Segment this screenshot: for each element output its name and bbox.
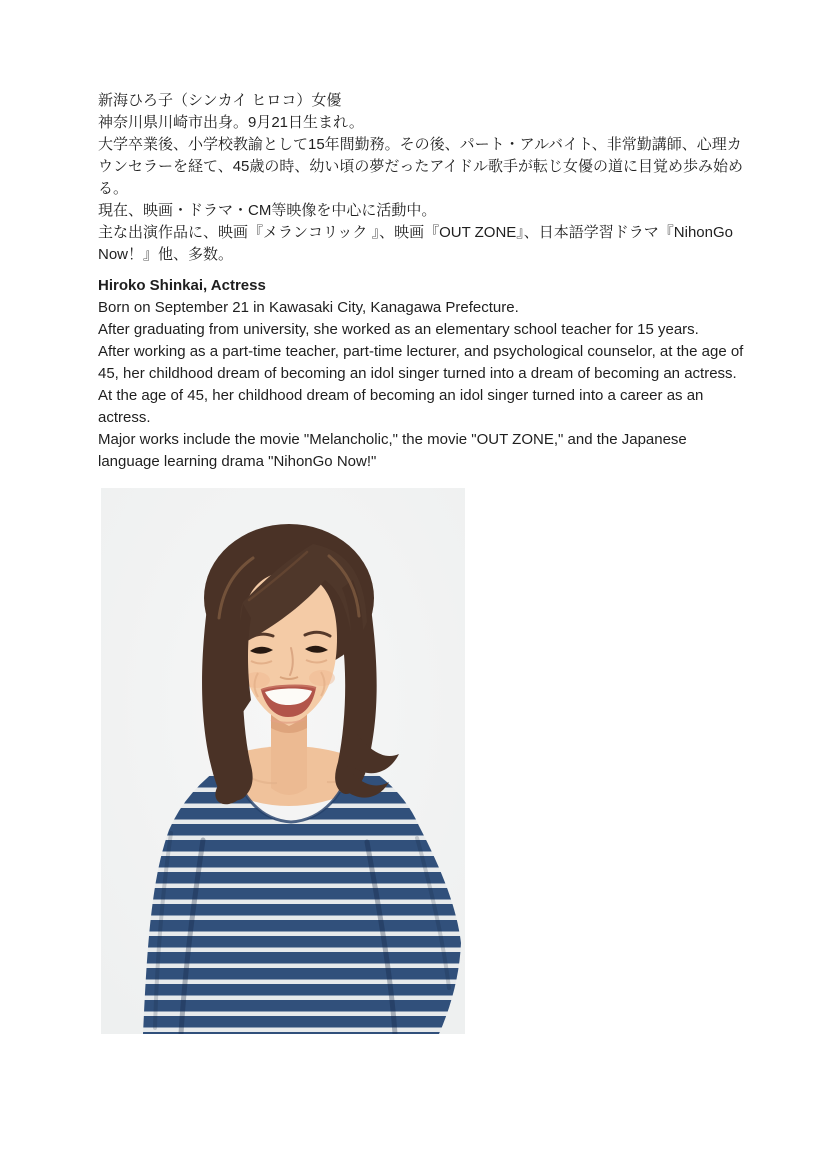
en-profile-line: At the age of 45, her childhood dream of becoming an idol singer turned into a career as an actress. (98, 387, 704, 426)
en-name-heading: Hiroko Shinkai, Actress (98, 277, 266, 294)
jp-profile-line: 大学卒業後、小学校教諭として15年間勤務。その後、パート・アルバイト、非常勤講師、心理カウンセラーを経て、45歳の時、幼い頃の夢だったアイドル歌手が転じ女優の道に目覚め歩み始める。 (98, 136, 744, 197)
en-profile-line: After working as a part-time teacher, part-time lecturer, and psychological counselor, at the age of 45, her childhood dream of becoming an idol singer turned into a dream of becoming an actress. (98, 343, 744, 382)
jp-profile-line: 現在、映画・ドラマ・CM等映像を中心に活動中。 (98, 202, 437, 219)
jp-profile-line: 主な出演作品に、映画『メランコリック 』、映画『OUT ZONE』、日本語学習ドラマ『NihonGo Now！』他、多数。 (98, 224, 733, 263)
portrait-photo (101, 488, 465, 1034)
en-profile-line: After graduating from university, she worked as an elementary school teacher for 15 years. (98, 321, 699, 338)
japanese-profile-section (98, 90, 748, 266)
jp-name-heading: 新海ひろ子（シンカイ ヒロコ）女優 (98, 92, 342, 109)
en-profile-line: Born on September 21 in Kawasaki City, Kanagawa Prefecture. (98, 299, 519, 316)
en-profile-line: Major works include the movie "Melancholic," the movie "OUT ZONE," and the Japanese language learning drama "NihonGo Now!" (98, 431, 687, 470)
profile-text-block (98, 90, 748, 1034)
english-profile-section (98, 275, 748, 473)
jp-profile-line: 神奈川県川崎市出身。9月21日生まれ。 (98, 114, 364, 131)
